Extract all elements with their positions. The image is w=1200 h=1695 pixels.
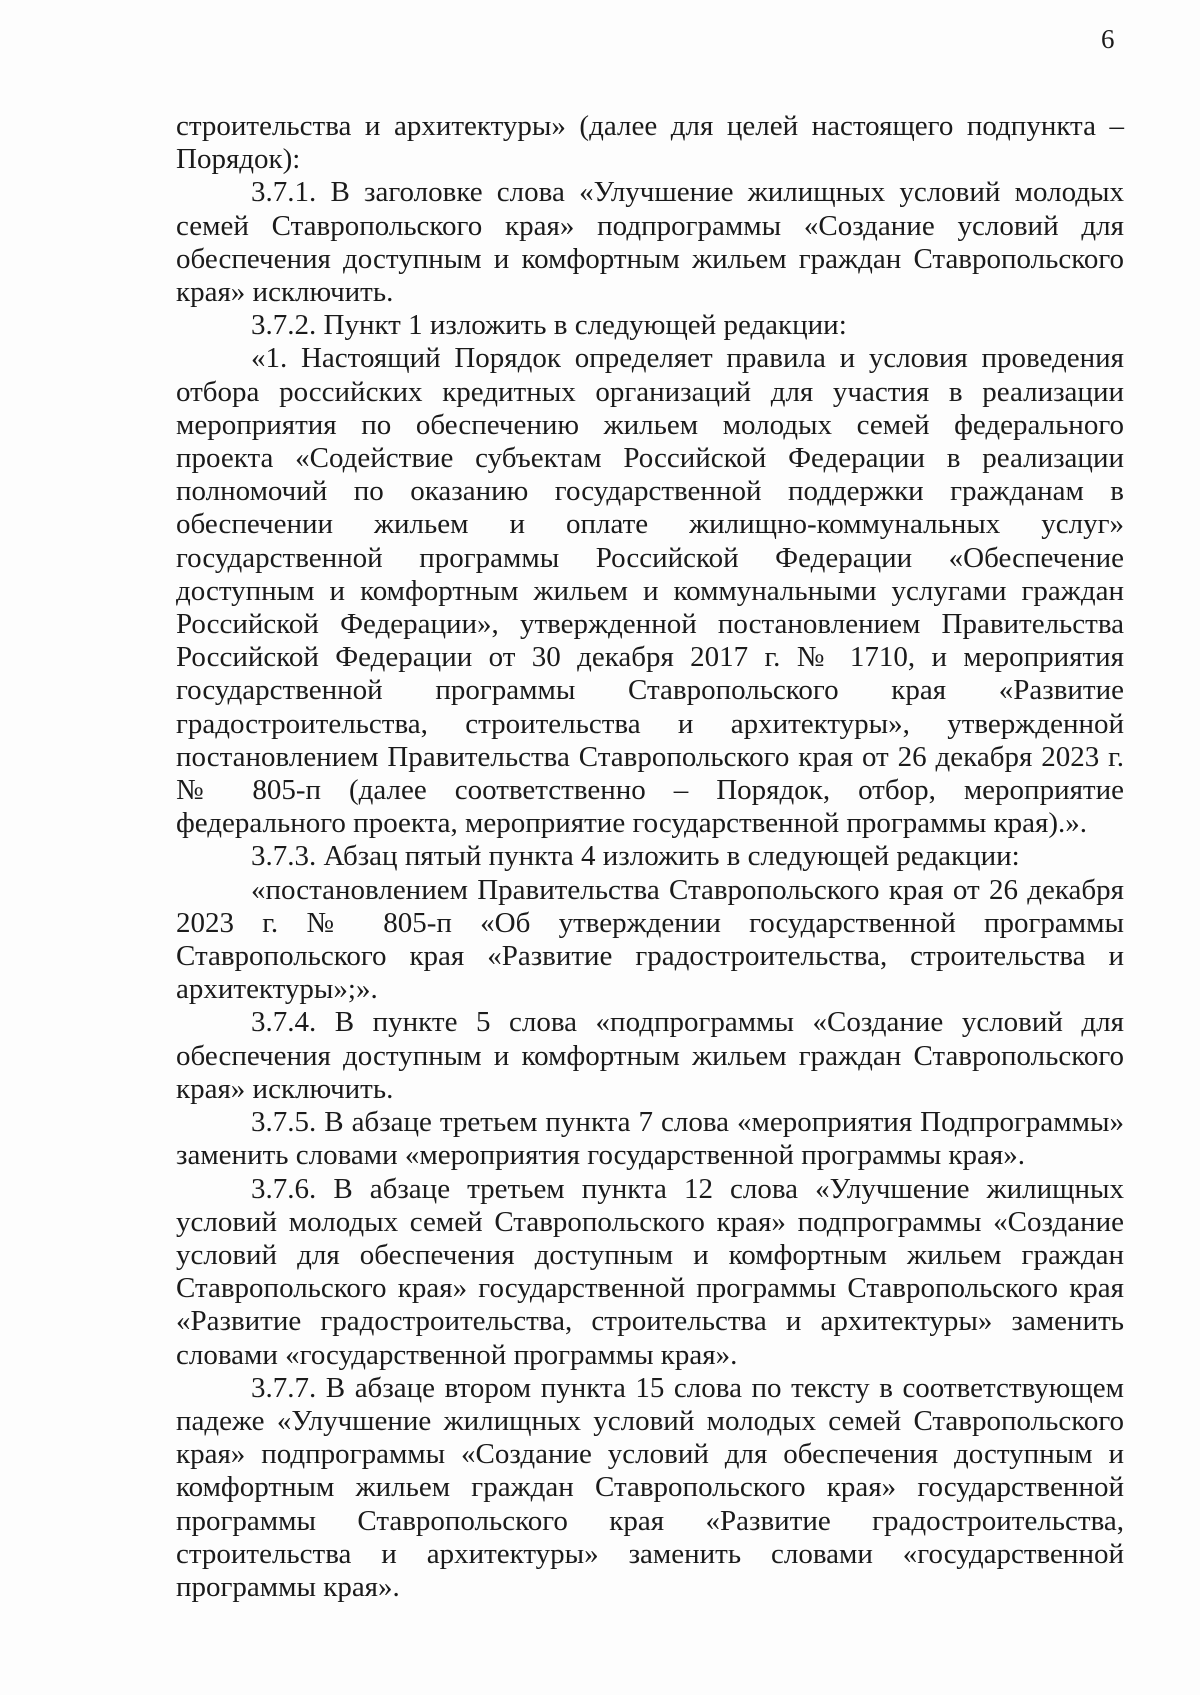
paragraph-3-7-1: 3.7.1. В заголовке слова «Улучшение жилищных условий молодых семей Ставропольского края» подпрограммы «Создание условий для обеспечения доступным и комфортным жильем граждан Ставропольского края» исключить.: [176, 176, 1124, 309]
paragraph-continuation: строительства и архитектуры» (далее для целей настоящего подпункта – Порядок):: [176, 110, 1124, 176]
paragraph-3-7-7: 3.7.7. В абзаце втором пункта 15 слова по тексту в соответствующем падеже «Улучшение жилищных условий молодых семей Ставропольского края» подпрограммы «Создание условий для обеспечения доступным и комфортным жильем граждан Ставропольского края» государственной программы Ставропольского края «Развитие градостроительства, строительства и архитектуры» заменить словами «государственной программы края».: [176, 1371, 1124, 1603]
paragraph-3-7-5: 3.7.5. В абзаце третьем пункта 7 слова «мероприятия Подпрограммы» заменить словами «мероприятия государственной программы края».: [176, 1106, 1124, 1172]
paragraph-3-7-2: 3.7.2. Пункт 1 изложить в следующей редакции:: [251, 309, 847, 342]
paragraph-quoted-point-1: «1. Настоящий Порядок определяет правила и условия проведения отбора российских кредитных организаций для участия в реализации мероприятия по обеспечению жильем молодых семей федерального проекта «Содействие субъектам Российской Федерации в реализации полномочий по оказанию государственной поддержки гражданам в обеспечении жильем и оплате жилищно-коммунальных услуг» государственной программы Российской Федерации «Обеспечение доступным и комфортным жильем и коммунальными услугами граждан Российской Федерации», утвержденной постановлением Правительства Российской Федерации от 30 декабря 2017 г. № 1710, и мероприятия государственной программы Ставропольского края «Развитие градостроительства, строительства и архитектуры», утвержденной постановлением Правительства Ставропольского края от 26 декабря 2023 г. № 805-п (далее соответственно – Порядок, отбор, мероприятие федерального проекта, мероприятие государственной программы края).».: [176, 342, 1124, 840]
page-number: 6: [1101, 24, 1115, 54]
document-body: [176, 110, 1124, 1604]
paragraph-3-7-6: 3.7.6. В абзаце третьем пункта 12 слова «Улучшение жилищных условий молодых семей Ставропольского края» подпрограммы «Создание условий для обеспечения доступным и комфортным жильем граждан Ставропольского края» государственной программы Ставропольского края «Развитие градостроительства, строительства и архитектуры» заменить словами «государственной программы края».: [176, 1172, 1124, 1371]
paragraph-quoted-resolution: «постановлением Правительства Ставропольского края от 26 декабря 2023 г. № 805-п «Об утверждении государственной программы Ставропольского края «Развитие градостроительства, строительства и архитектуры»;».: [176, 873, 1124, 1006]
paragraph-3-7-3: 3.7.3. Абзац пятый пункта 4 изложить в следующей редакции:: [251, 840, 1020, 873]
paragraph-3-7-4: 3.7.4. В пункте 5 слова «подпрограммы «Создание условий для обеспечения доступным и комфортным жильем граждан Ставропольского края» исключить.: [176, 1006, 1124, 1105]
